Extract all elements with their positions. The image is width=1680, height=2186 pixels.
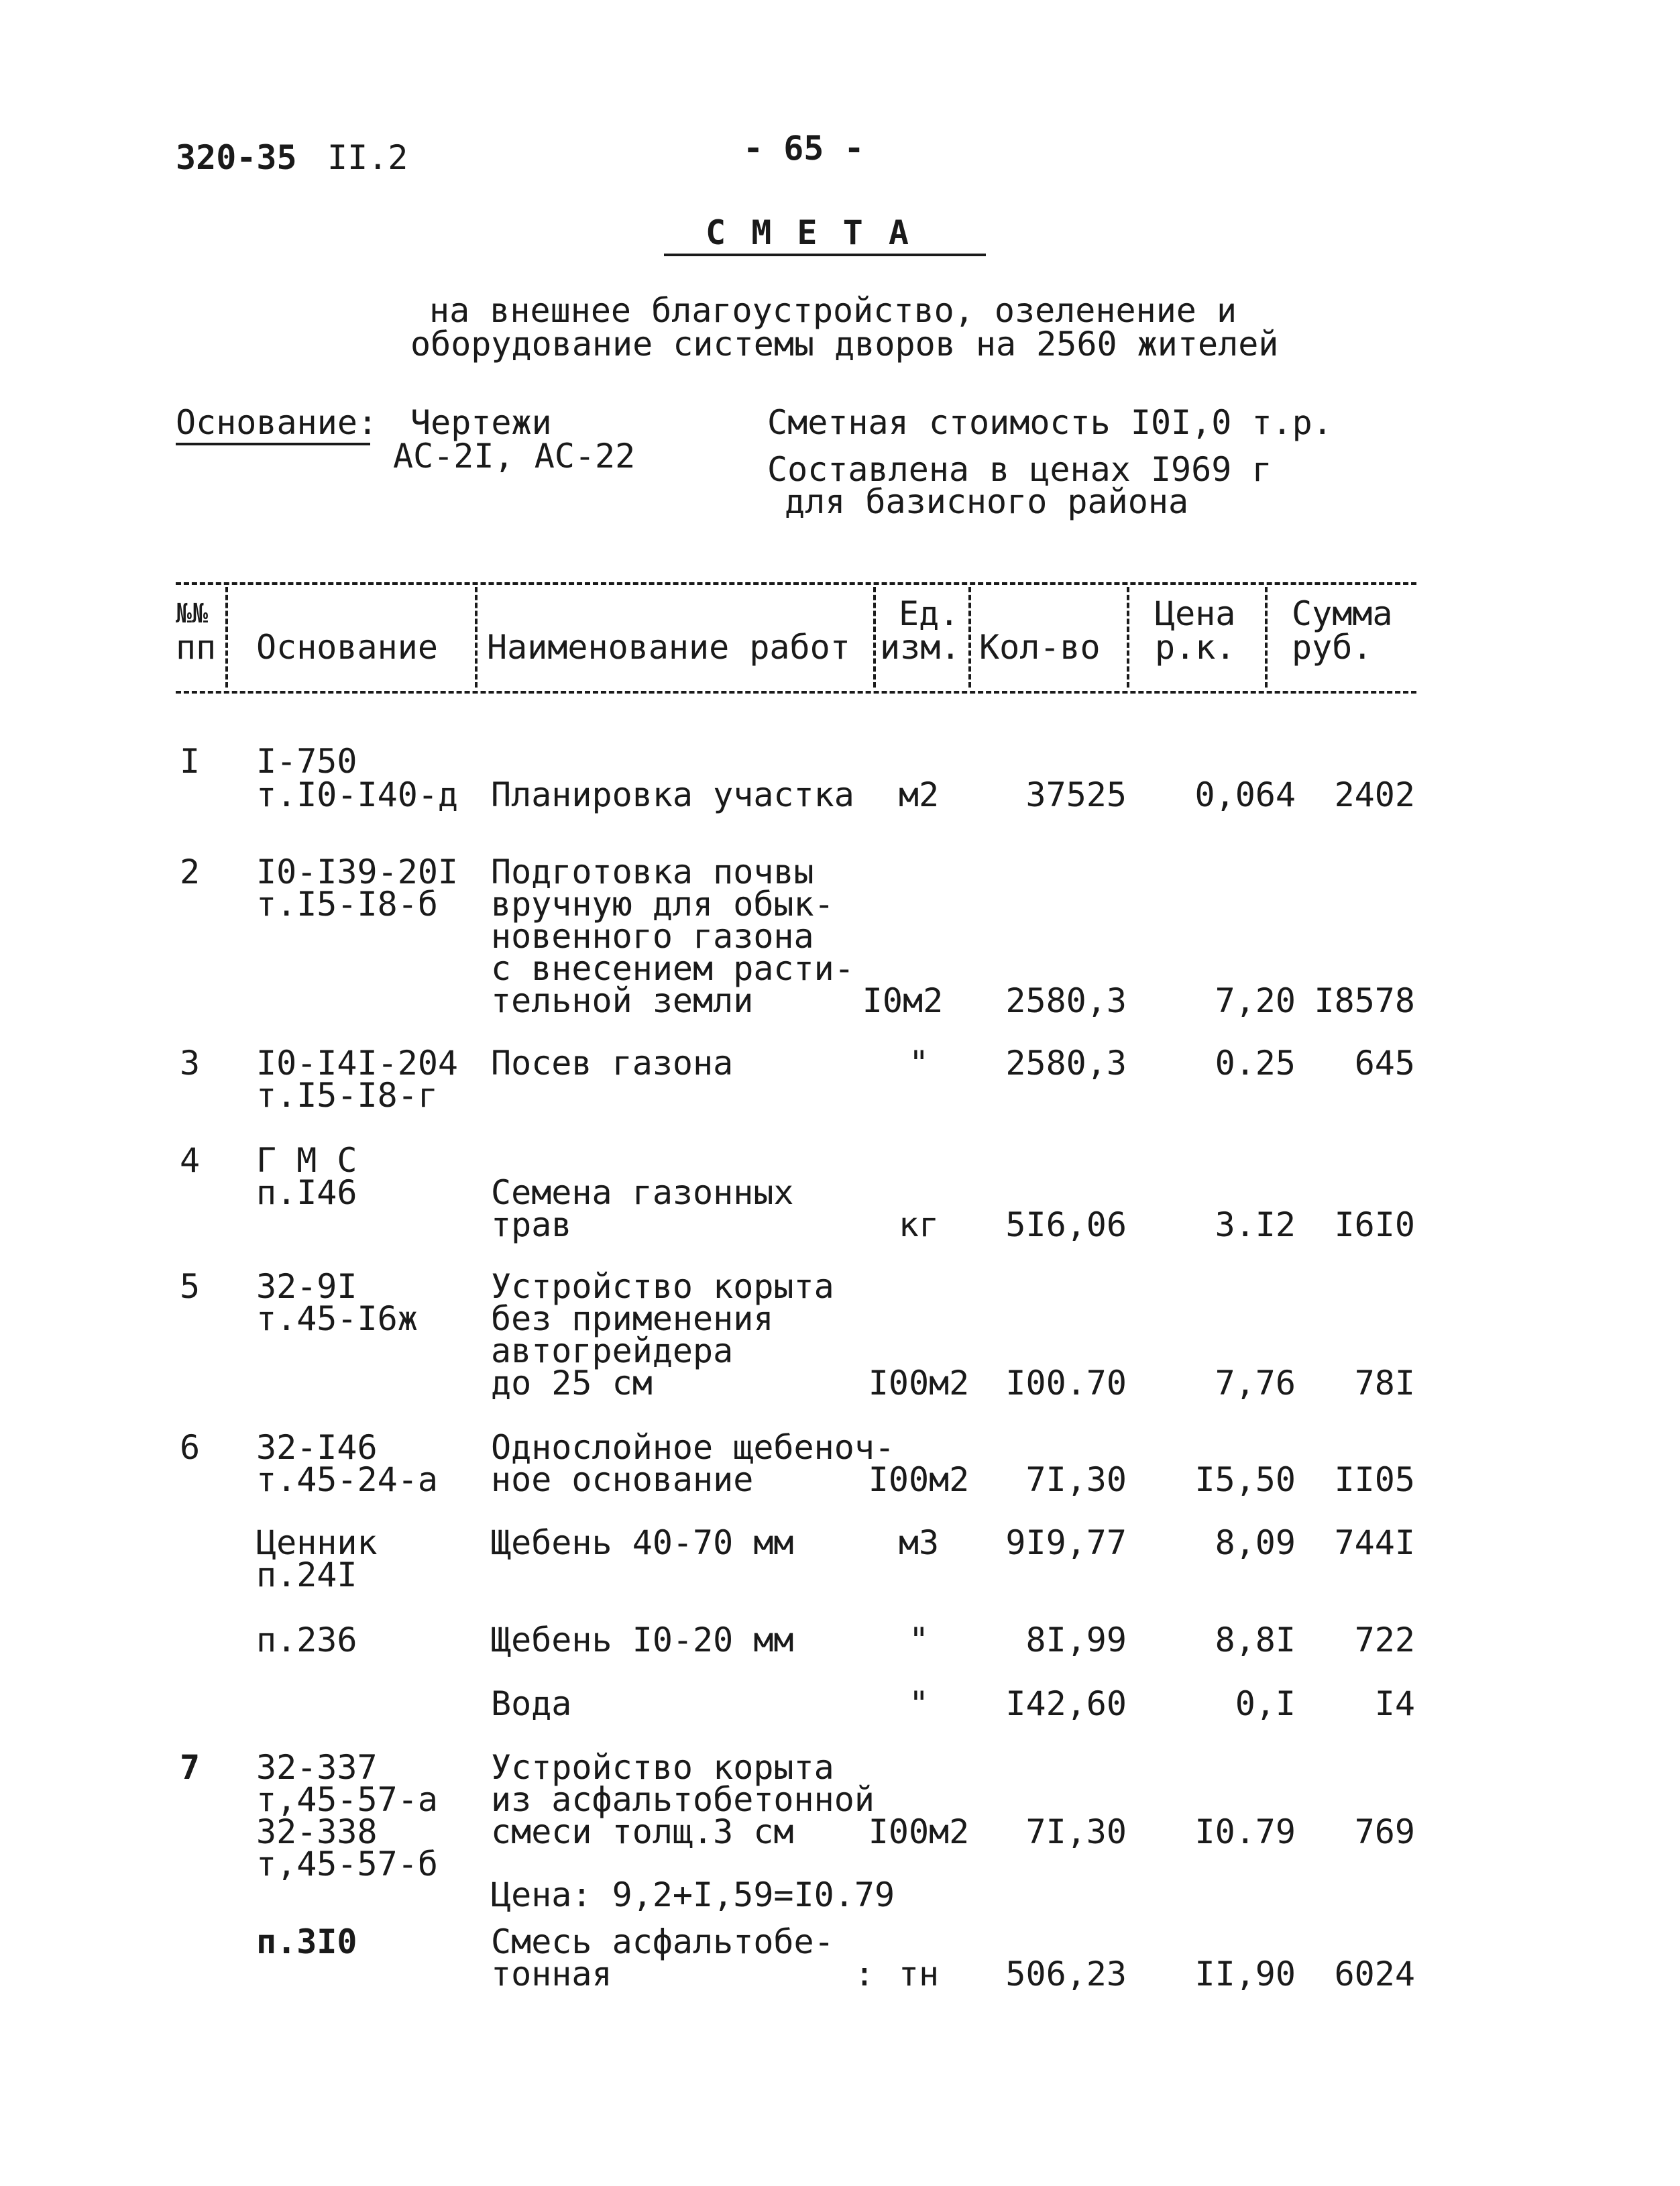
row-qty: 37525 [1025, 775, 1127, 814]
row-name: Щебень 40-70 мм [491, 1523, 794, 1562]
row-sum: 769 [1354, 1812, 1415, 1851]
row-basis: Г М С [256, 1141, 357, 1180]
row-num: 3 [180, 1044, 201, 1083]
row-price: II,90 [1194, 1955, 1296, 1993]
row-unit: тн [898, 1955, 940, 1993]
row-name: с внесением расти- [491, 949, 854, 988]
row-qty: 5I6,06 [1005, 1205, 1127, 1244]
basis-underline [176, 443, 370, 445]
row-basis: 32-337 [256, 1748, 378, 1787]
row-price: I5,50 [1194, 1460, 1296, 1499]
row-qty: I42,60 [1005, 1684, 1127, 1723]
table-header-top-rule [176, 582, 1416, 585]
row-name: новенного газона [491, 917, 814, 956]
row-unit: I00м2 [868, 1812, 970, 1851]
header-num-line1: №№ [176, 598, 209, 629]
row-num: I [180, 742, 201, 781]
row-name: Устройство корыта [491, 1748, 834, 1787]
row-name: вручную для обык- [491, 885, 834, 924]
row-sum: 722 [1354, 1621, 1415, 1659]
row-sum: 744I [1334, 1523, 1415, 1562]
header-name: Наименование работ [487, 628, 850, 667]
row-unit: I00м2 [868, 1460, 970, 1499]
cost-line-1: Сметная стоимость I0I,0 т.р. [767, 403, 1333, 442]
row-name: смеси толщ.3 см [491, 1812, 794, 1851]
row-name: ное основание [491, 1460, 754, 1499]
header-unit-line2: изм. [880, 628, 961, 667]
header-price-line1: Цена [1155, 594, 1236, 633]
row-name: Вода [491, 1684, 572, 1723]
row-basis: т.I5-I8-б [256, 885, 438, 924]
row-name: тельной земли [491, 981, 754, 1020]
basis-line-2: АС-2I, АС-22 [393, 437, 636, 476]
row-sum: 2402 [1334, 775, 1415, 814]
row-basis: 32-I46 [256, 1428, 378, 1467]
row-basis: I0-I39-20I [256, 853, 459, 891]
row-sum: 6024 [1334, 1955, 1415, 1993]
row-price: 8,09 [1215, 1523, 1296, 1562]
row-unit: " [908, 1684, 930, 1723]
row-price: 3.I2 [1215, 1205, 1296, 1244]
row-price: 0,064 [1194, 775, 1296, 814]
row-name: из асфальтобетонной [491, 1780, 875, 1819]
row-price: 7,76 [1215, 1364, 1296, 1403]
header-unit-line1: Ед. [899, 594, 960, 633]
row-qty: I00.70 [1005, 1364, 1127, 1403]
row-name: трав [491, 1205, 572, 1244]
row-qty: 7I,30 [1025, 1812, 1127, 1851]
row-name: Щебень I0-20 мм [491, 1621, 794, 1659]
header-num-line2: пп [176, 628, 217, 667]
column-divider [968, 587, 971, 688]
title-underline [664, 254, 986, 256]
document-code: 320-35 [176, 138, 297, 177]
row-sum: I6I0 [1334, 1205, 1415, 1244]
header-basis: Основание [256, 628, 438, 667]
row-basis: I0-I4I-204 [256, 1044, 459, 1083]
row-qty: 2580,3 [1005, 981, 1127, 1020]
row-num: 4 [180, 1141, 201, 1180]
row-sum: I8578 [1314, 981, 1415, 1020]
cost-line-3: для базисного района [785, 482, 1189, 521]
row-basis: Ценник [256, 1523, 378, 1562]
row-basis: п.I46 [256, 1173, 357, 1212]
row-basis: I-750 [256, 742, 357, 781]
row-basis: п.3I0 [256, 1922, 357, 1961]
row-sum: 645 [1354, 1044, 1415, 1083]
row-basis: т.45-I6ж [256, 1299, 418, 1338]
subtitle-line-2: оборудование системы дворов на 2560 жителей [410, 325, 1279, 364]
row-basis: т.45-24-а [256, 1460, 438, 1499]
row-sum: I4 [1374, 1684, 1415, 1723]
row-sum: II05 [1334, 1460, 1415, 1499]
row-name: Подготовка почвы [491, 853, 814, 891]
row-sum: 78I [1354, 1364, 1415, 1403]
row-num: 6 [180, 1428, 201, 1467]
row-name: автогрейдера [491, 1331, 734, 1370]
row-name: Посев газона [491, 1044, 734, 1083]
basis-label: Основание: [176, 403, 378, 442]
row-name: тонная : [491, 1955, 875, 1993]
row-unit: " [908, 1621, 930, 1659]
table-header-bottom-rule [176, 691, 1416, 694]
row-qty: 7I,30 [1025, 1460, 1127, 1499]
row-qty: 2580,3 [1005, 1044, 1127, 1083]
row-unit: кг [898, 1205, 940, 1244]
row-price: 0.25 [1215, 1044, 1296, 1083]
row-num: 2 [180, 853, 201, 891]
column-divider [1127, 587, 1129, 688]
column-divider [873, 587, 876, 688]
row-name: Семена газонных [491, 1173, 794, 1212]
row-unit: I00м2 [868, 1364, 970, 1403]
price-note: Цена: 9,2+I,59=I0.79 [491, 1875, 895, 1914]
row-basis: т,45-57-б [256, 1845, 438, 1883]
row-unit: " [908, 1044, 930, 1083]
row-price: 0,I [1235, 1684, 1296, 1723]
row-basis: 32-338 [256, 1812, 378, 1851]
row-name: Однослойное щебеноч- [491, 1428, 895, 1467]
row-qty: 506,23 [1005, 1955, 1127, 1993]
document-section: II.2 [327, 138, 408, 177]
row-basis: т,45-57-а [256, 1780, 438, 1819]
document-title: С М Е Т А [706, 213, 911, 252]
row-unit: м3 [898, 1523, 940, 1562]
row-basis: т.I5-I8-г [256, 1076, 438, 1115]
column-divider [225, 587, 228, 688]
row-unit: м2 [898, 775, 940, 814]
subtitle-line-1: на внешнее благоустройство, озеленение и [429, 291, 1237, 330]
row-qty: 8I,99 [1025, 1621, 1127, 1659]
cost-line-2: Составлена в ценах I969 г [767, 450, 1272, 489]
header-sum-line1: Сумма [1292, 594, 1393, 633]
row-price: I0.79 [1194, 1812, 1296, 1851]
header-price-line2: р.к. [1155, 628, 1236, 667]
row-num: 5 [180, 1267, 201, 1306]
row-name: Смесь асфальтобе- [491, 1922, 834, 1961]
header-sum-line2: руб. [1292, 628, 1373, 667]
row-qty: 9I9,77 [1005, 1523, 1127, 1562]
row-basis: т.I0-I40-д [256, 775, 459, 814]
page-number: - 65 - [743, 129, 864, 168]
row-basis: п.236 [256, 1621, 357, 1659]
row-name: Устройство корыта [491, 1267, 834, 1306]
row-unit: I0м2 [862, 981, 944, 1020]
header-qty: Кол-во [979, 628, 1101, 667]
row-name: Планировка участка [491, 775, 854, 814]
row-name: без применения [491, 1299, 774, 1338]
row-name: до 25 см [491, 1364, 653, 1403]
row-num: 7 [180, 1748, 201, 1787]
row-price: 7,20 [1215, 981, 1296, 1020]
row-price: 8,8I [1215, 1621, 1296, 1659]
row-basis: п.24I [256, 1555, 357, 1594]
basis-line-1: Чертежи [410, 403, 552, 442]
row-basis: 32-9I [256, 1267, 357, 1306]
column-divider [475, 587, 478, 688]
column-divider [1265, 587, 1268, 688]
